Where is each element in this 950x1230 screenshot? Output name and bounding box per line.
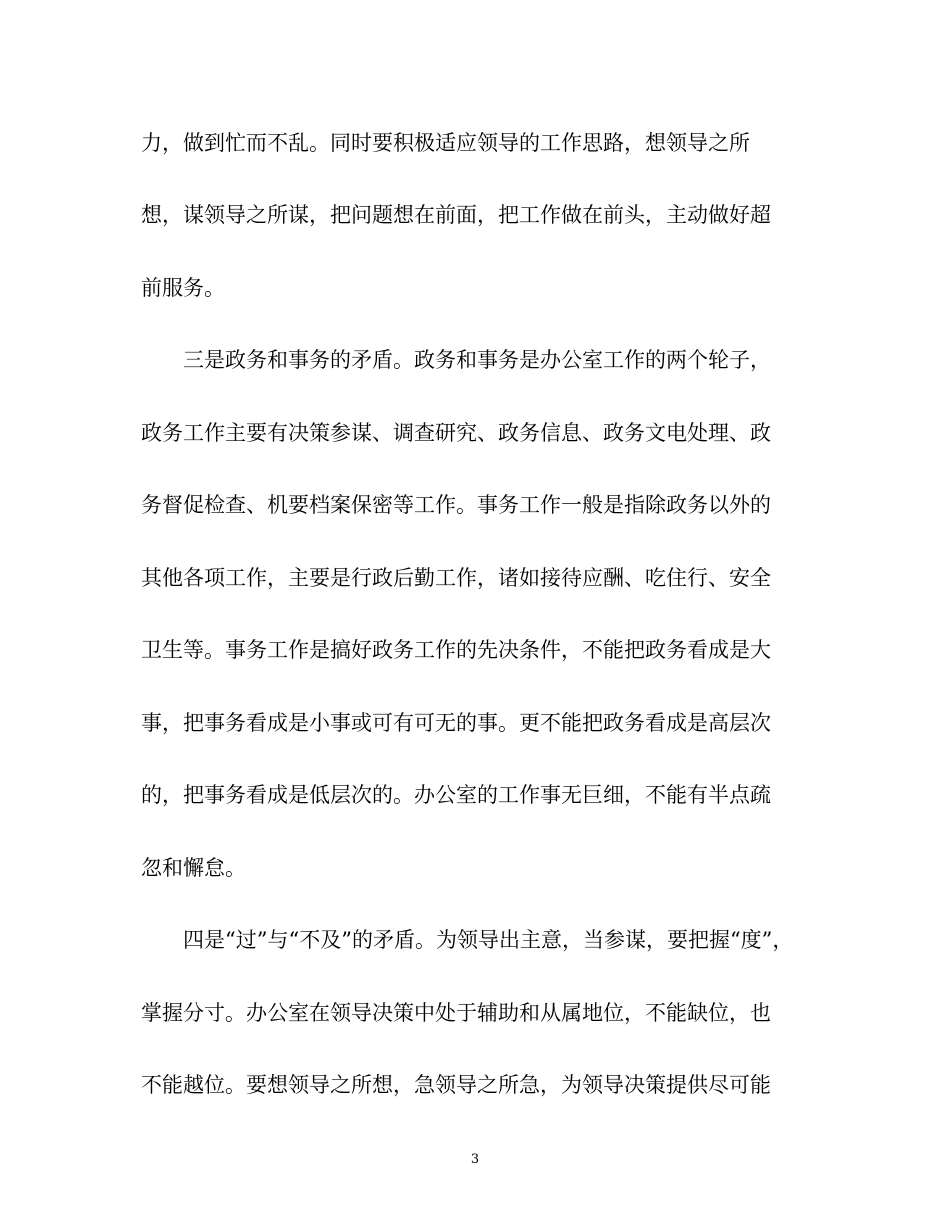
- text-line: 忽和懈怠。: [141, 856, 246, 880]
- text-line: 掌握分寸。办公室在领导决策中处于辅助和从属地位，不能缺位，也: [141, 1001, 771, 1025]
- text-line: 四是“过”与“不及”的矛盾。为领导出主意，当参谋，要把握“度”，: [141, 928, 794, 952]
- text-line: 政务工作主要有决策参谋、调查研究、政务信息、政务文电处理、政: [141, 421, 771, 445]
- text-line: 前服务。: [141, 276, 225, 300]
- text-line: 务督促检查、机要档案保密等工作。事务工作一般是指除政务以外的: [141, 493, 771, 517]
- text-line: 其他各项工作，主要是行政后勤工作，诸如接待应酬、吃住行、安全: [141, 566, 771, 590]
- text-line: 的，把事务看成是低层次的。办公室的工作事无巨细，不能有半点疏: [141, 783, 771, 807]
- text-line: 想，谋领导之所谋，把问题想在前面，把工作做在前头，主动做好超: [141, 203, 771, 227]
- text-line: 卫生等。事务工作是搞好政务工作的先决条件，不能把政务看成是大: [141, 638, 771, 662]
- text-line: 不能越位。要想领导之所想，急领导之所急，为领导决策提供尽可能: [141, 1073, 771, 1097]
- text-line: 三是政务和事务的矛盾。政务和事务是办公室工作的两个轮子，: [141, 348, 771, 372]
- text-line: 事，把事务看成是小事或可有可无的事。更不能把政务看成是高层次: [141, 711, 771, 735]
- text-line: 力，做到忙而不乱。同时要积极适应领导的工作思路，想领导之所: [141, 131, 750, 155]
- page-number: 3: [470, 1152, 480, 1167]
